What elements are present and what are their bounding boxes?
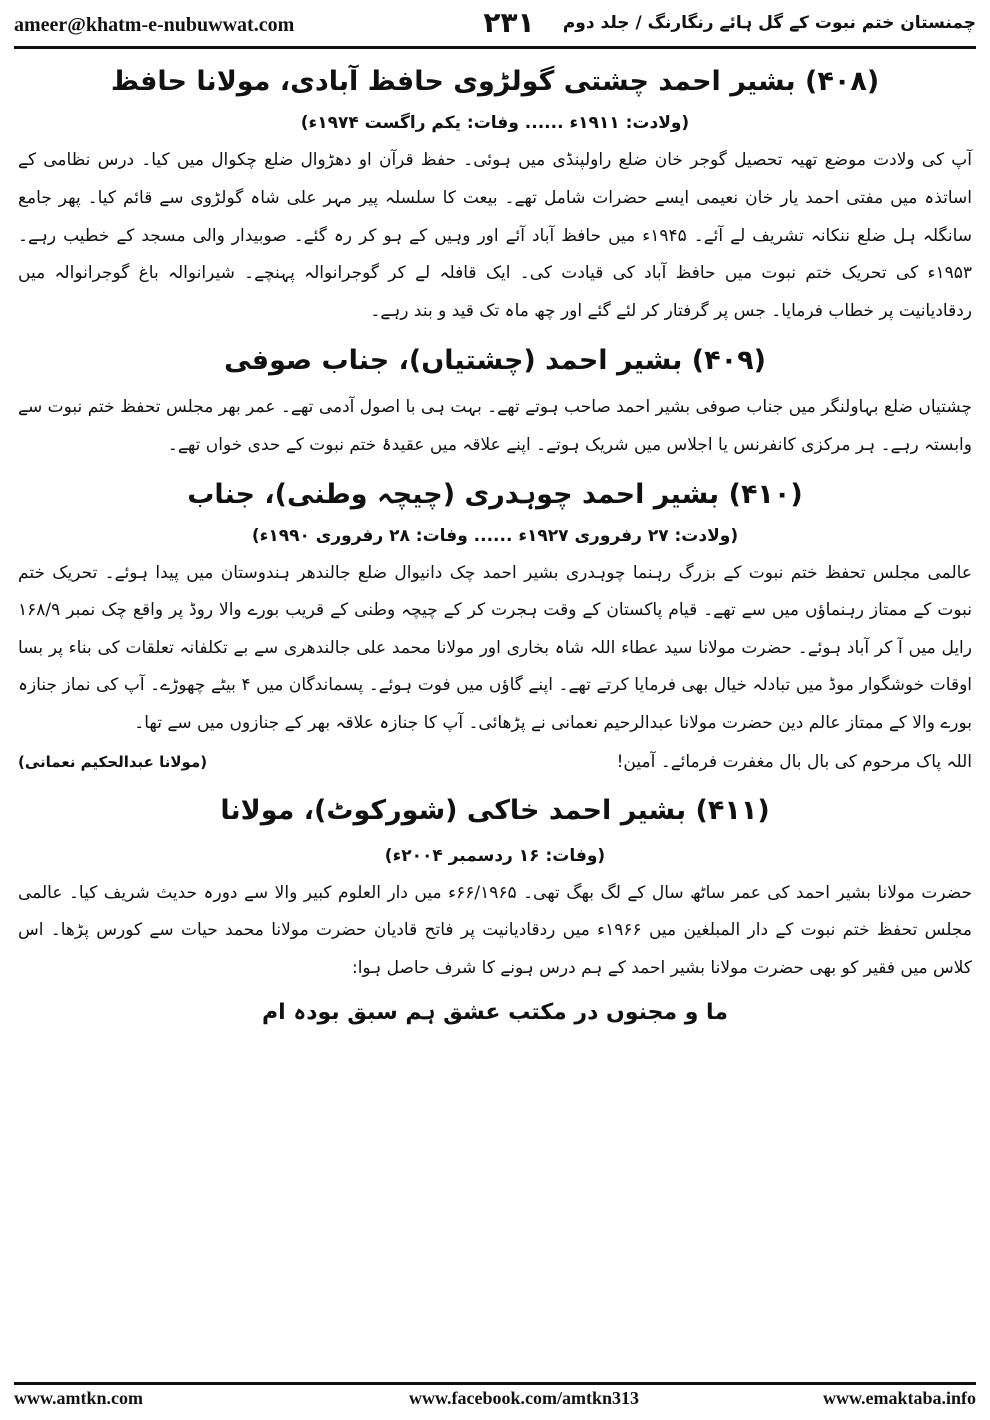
page-number: ۲۳۱ [483,6,535,39]
section-dates: (وفات: ۱۶ ردسمبر ۲۰۰۴ء) [384,845,606,866]
closing-line [18,743,972,781]
section-paragraph: حضرت مولانا بشیر احمد کی عمر ساٹھ سال کے لگ بھگ تھی۔ ۶۶/۱۹۶۵ء میں دار العلوم کبیر والا سے دورہ حدیث شریف کیا۔ عالمی مجلس تحفظ ختم نبوت کے دار المبلغین میں ۱۹۶۶ء میں ردقادیانیت پر فاتح قادیان حضرت مولانا محمد حیات سے کورس پڑھا۔ اس کلاس میں فقیر کو بھی حضرت مولانا بشیر احمد کے ہم درس ہونے کا شرف حاصل ہوا: [18,882,973,979]
section-409 [18,337,972,465]
section-paragraph: عالمی مجلس تحفظ ختم نبوت کے بزرگ رہنما چوہدری بشیر احمد چک دانیوال ضلع جالندھر ہندوستان میں پیدا ہوئے۔ تحریک ختم نبوت کے ممتاز رہنماؤں میں سے تھے۔ قیام پاکستان کے وقت ہجرت کر کے چیچہ وطنی کے قریب بورے والا روڈ پر واقع چک نمبر ۱۶۸/۹ رایل میں آ کر آباد ہوئے۔ حضرت مولانا سید عطاء اللہ شاہ بخاری اور مولانا محمد علی جالندھری سے بے تکلفانہ تعلقات کی بناء پر بسا اوقات خوشگوار موڈ میں تبادلہ خیال بھی فرمایا کرتے تھے۔ اپنے گاؤں میں فوت ہوئے۔ پسماندگان میں ۴ بیٹے چھوڑے۔ آپ کی نماز جنازہ بورے والا کے ممتاز عالم دین حضرت مولانا عبدالرحیم نعمانی نے پڑھائی۔ آپ کا جنازہ علاقہ بھر کے جنازوں میں سے تھا۔ [18,562,973,733]
header-email[interactable]: ameer@khatm-e-nubuwwat.com [14,14,295,36]
section-dates: (ولادت: ۱۹۱۱ء ...... وفات: یکم راگست ۱۹۷۴ء) [300,113,690,133]
footer-link-facebook[interactable]: www.facebook.com/amtkn313 [409,1388,639,1408]
attribution: (مولانا عبدالحکیم نعمانی) [18,752,208,771]
section-paragraph: آپ کی ولادت موضع تھیہ تحصیل گوجر خان ضلع راولپنڈی میں ہوئی۔ حفظ قرآن او دھڑوال ضلع چکوال میں کیا۔ درس نظامی کے اساتذہ میں مفتی احمد یار خان نعیمی ایسے حضرات شامل تھے۔ بیعت کا سلسلہ پیر مہر علی شاہ گولڑوی سے قائم کیا۔ پھر جامع سانگلہ ہل ضلع ننکانہ تشریف لے آئے۔ ۱۹۴۵ء میں حافظ آباد آئے اور وہیں کے ہو کر رہ گئے۔ صوبیدار والی مسجد کے خطیب رہے۔ ۱۹۵۳ء کی تحریک ختم نبوت میں حافظ آباد کی قیادت کی۔ ایک قافلہ لے کر گوجرانوالہ پہنچے۔ شیرانوالہ باغ گوجرانوالہ میں ردقادیانیت پر خطاب فرمایا۔ جس پر گرفتار کر لئے گئے اور چھ ماہ تک قید و بند رہے۔ [18,150,972,322]
footer-divider [14,1382,976,1385]
section-heading: (۴۱۱) بشیر احمد خاکی (شورکوٹ)، مولانا [220,794,770,826]
section-heading: (۴۰۹) بشیر احمد (چشتیاں)، جناب صوفی [224,344,766,376]
page-content [18,58,972,1036]
section-heading: (۴۰۸) بشیر احمد چشتی گولڑوی حافظ آبادی، مولانا حافظ [110,66,880,97]
footer-link-amtkn[interactable]: www.amtkn.com [14,1388,143,1408]
closing-prayer: اللہ پاک مرحوم کی بال بال مغفرت فرمائے۔ آمین! [616,751,972,772]
header-divider [14,46,976,49]
section-410 [18,471,972,781]
page-header [14,6,976,46]
footer-link-emaktaba[interactable]: www.emaktaba.info [822,1388,976,1408]
poem-verse: ما و مجنوں در مکتب عشق ہم سبق بودہ ام [262,999,728,1025]
section-heading: (۴۱۰) بشیر احمد چوہدری (چیچہ وطنی)، جناب [187,478,803,510]
section-411 [18,787,972,1036]
section-paragraph: چشتیاں ضلع بہاولنگر میں جناب صوفی بشیر احمد صاحب ہوتے تھے۔ بہت ہی با اصول آدمی تھے۔ عمر بھر مجلس تحفظ ختم نبوت سے وابستہ رہے۔ ہر مرکزی کانفرنس یا اجلاس میں شریک ہوتے۔ اپنے علاقہ میں عقیدۂ ختم نبوت کے حدی خواں تھے۔ [18,396,972,455]
page-footer [14,1388,976,1414]
section-408 [18,58,972,331]
book-title: چمنستان ختم نبوت کے گل ہائے رنگارنگ / جلد دوم [562,13,976,33]
section-dates: (ولادت: ۲۷ رفروری ۱۹۲۷ء ...... وفات: ۲۸ رفروری ۱۹۹۰ء) [251,525,739,546]
